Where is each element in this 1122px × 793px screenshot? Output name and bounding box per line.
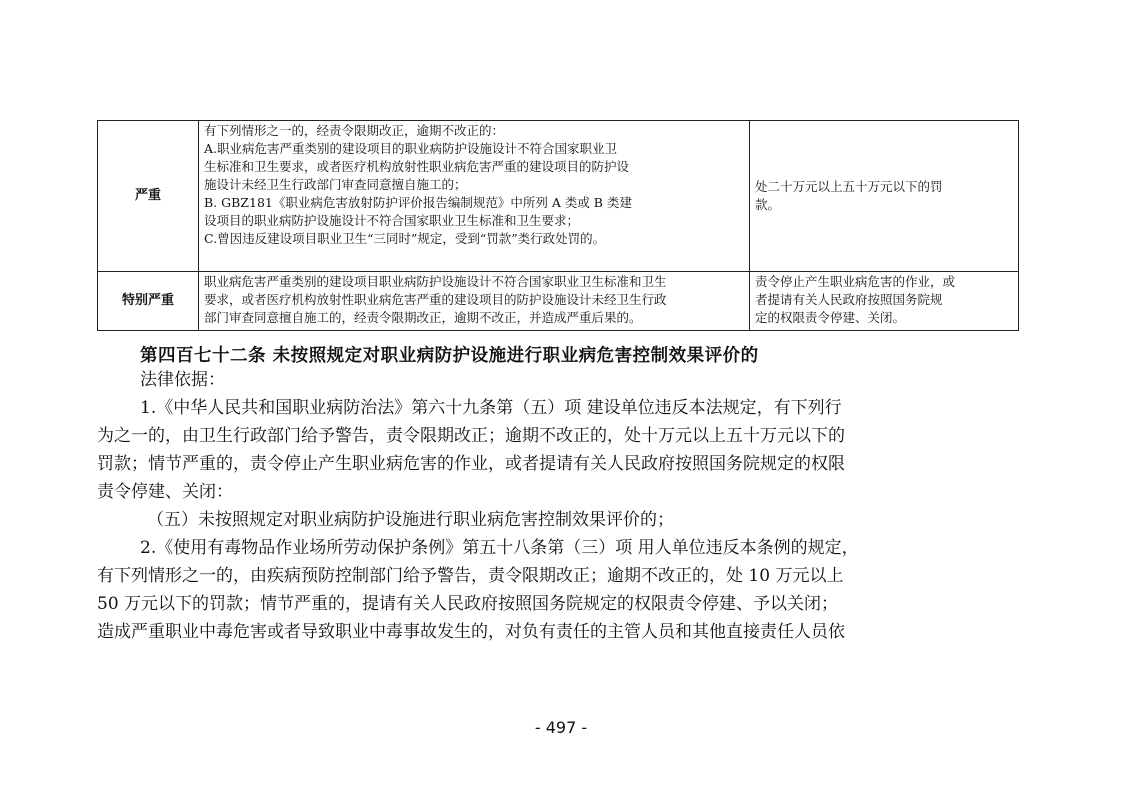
condition-line: 职业病危害严重类别的建设项目职业病防护设施设计不符合国家职业卫生标准和卫生: [204, 274, 667, 289]
paragraph-line: 责令停建、关闭：: [97, 482, 233, 502]
condition-line: A.职业病危害严重类别的建设项目的职业病防护设施设计不符合国家职业卫: [204, 141, 618, 156]
article-heading: 第四百七十二条 未按照规定对职业病防护设施进行职业病危害控制效果评价的: [140, 346, 759, 366]
paragraph-line: 罚款；情节严重的，责令停止产生职业病危害的作业，或者提请有关人民政府按照国务院规定的权限: [97, 454, 845, 474]
penalty-cell: [750, 272, 1019, 331]
penalty-line: 者提请有关人民政府按照国务院规: [755, 292, 943, 307]
paragraph-line: 2.《使用有毒物品作业场所劳动保护条例》第五十八条第（三）项 用人单位违反本条例的规定，: [140, 538, 859, 558]
paragraph-line: 有下列情形之一的，由疾病预防控制部门给予警告，责令限期改正；逾期不改正的，处 10 万元以上: [97, 566, 844, 586]
legal-basis-label: 法律依据：: [140, 370, 225, 390]
condition-line: 有下列情形之一的，经责令限期改正，逾期不改正的：: [204, 123, 505, 138]
condition-line: 设项目的职业病防护设施设计不符合国家职业卫生标准和卫生要求；: [204, 213, 580, 228]
penalty-line: 处二十万元以上五十万元以下的罚: [755, 179, 943, 194]
penalty-line: 款。: [755, 197, 781, 212]
paragraph-line: 造成严重职业中毒危害或者导致职业中毒事故发生的，对负有责任的主管人员和其他直接责任人员依: [97, 622, 845, 642]
conditions-cell: [199, 272, 750, 331]
article-body: [97, 366, 1027, 646]
condition-line: 要求，或者医疗机构放射性职业病危害严重的建设项目的防护设施设计未经卫生行政: [204, 292, 667, 307]
table-row: [98, 272, 1019, 331]
severity-level-cell: 严重: [98, 121, 199, 272]
penalty-line: 定的权限责令停建、关闭。: [755, 310, 906, 325]
paragraph-line: 50 万元以下的罚款；情节严重的，提请有关人民政府按照国务院规定的权限责令停建、予以关闭；: [97, 594, 839, 614]
condition-line: C.曾因违反建设项目职业卫生“三同时”规定，受到“罚款”类行政处罚的。: [204, 231, 606, 246]
page-number: - 497 -: [534, 718, 588, 737]
condition-line: B. GBZ181《职业病危害放射防护评价报告编制规范》中所列 A 类或 B 类建: [204, 195, 632, 210]
condition-line: 生标准和卫生要求，或者医疗机构放射性职业病危害严重的建设项目的防护设: [204, 159, 630, 174]
penalty-line: 责令停止产生职业病危害的作业，或: [755, 274, 956, 289]
conditions-cell: [199, 121, 750, 272]
paragraph-line: （五）未按照规定对职业病防护设施进行职业病危害控制效果评价的；: [147, 510, 674, 530]
condition-line: 部门审查同意擅自施工的，经责令限期改正，逾期不改正，并造成严重后果的。: [204, 310, 642, 325]
penalty-table: [97, 120, 1019, 331]
severity-level-cell: 特别严重: [98, 272, 199, 331]
paragraph-line: 为之一的，由卫生行政部门给予警告，责令限期改正；逾期不改正的，处十万元以上五十万元以下的: [97, 426, 845, 446]
penalty-cell: [750, 121, 1019, 272]
condition-line: 施设计未经卫生行政部门审查同意擅自施工的；: [204, 177, 467, 192]
table-row: [98, 121, 1019, 272]
paragraph-line: 1.《中华人民共和国职业病防治法》第六十九条第（五）项 建设单位违反本法规定，有下列行: [140, 398, 842, 418]
